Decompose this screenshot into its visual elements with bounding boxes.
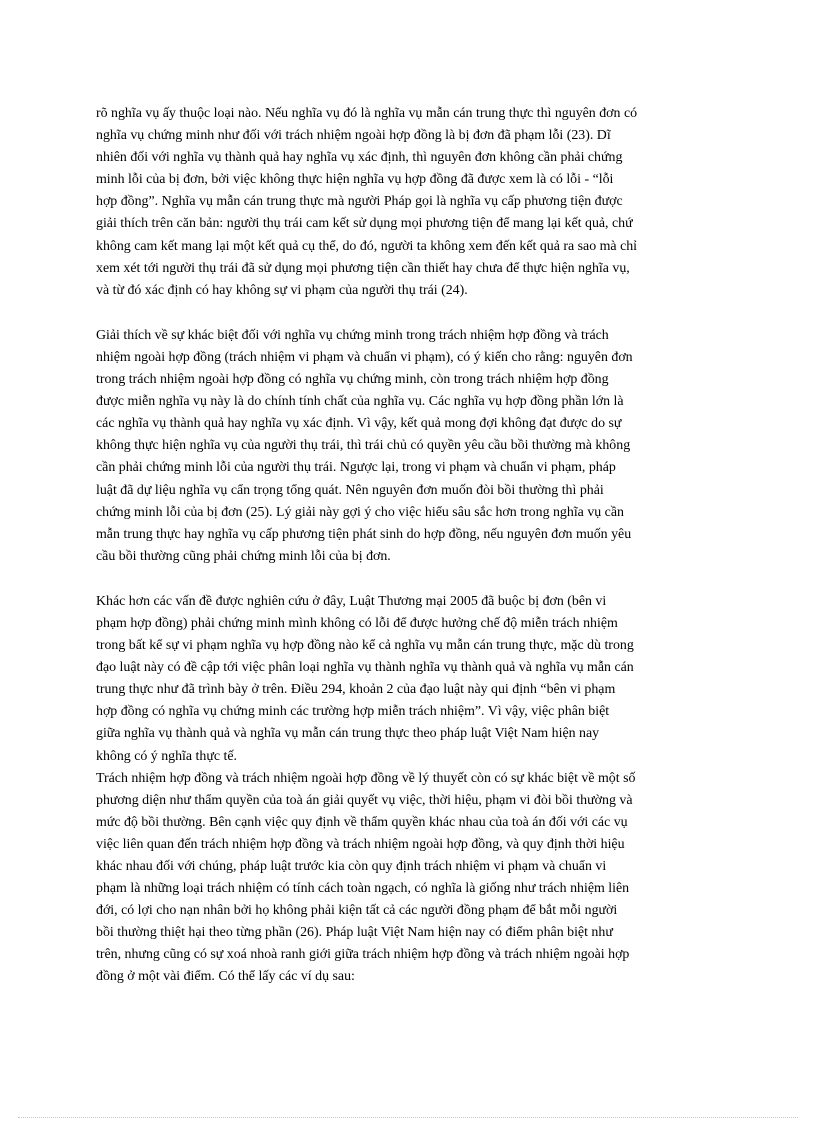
text-line: không thực hiện nghĩa vụ của người thụ trái, thì trái chủ có quyền yêu cầu bồi thường mà không	[96, 438, 631, 454]
text-line: đới, có lợi cho nạn nhân bởi họ không phải kiện tất cả các người đồng phạm để bắt mỗi người	[96, 903, 618, 919]
text-line: giải thích trên căn bản: người thụ trái cam kết sử dụng mọi phương tiện để mang lại kết quả, chứ	[96, 216, 633, 232]
text-line: nghĩa vụ chứng minh như đối với trách nhiệm ngoài hợp đồng là bị đơn đã phạm lỗi (23). Dĩ	[96, 128, 611, 144]
text-line: phạm là những loại trách nhiệm có tính cách toàn ngạch, có nghĩa là giống như trách nhiệm liên	[96, 881, 630, 897]
text-line: trên, nhưng cũng có sự xoá nhoà ranh giới giữa trách nhiệm hợp đồng và trách nhiệm ngoài hợp	[96, 947, 630, 963]
text-line: và từ đó xác định có hay không sự vi phạm của người thụ trái (24).	[96, 282, 468, 298]
text-line: bồi thường thiệt hại theo từng phần (26). Pháp luật Việt Nam hiện nay có điểm phân biệt như	[96, 925, 613, 941]
text-line: khác nhau đối với chúng, pháp luật trước kia còn quy định trách nhiệm vi phạm và chuẩn vi	[96, 859, 607, 874]
text-line: luật đã dự liệu nghĩa vụ cẩn trọng tổng quát. Nên nguyên đơn muốn đòi bồi thường thì phải	[96, 482, 604, 498]
text-line: đạo luật này có đề cập tới việc phân loại nghĩa vụ thành nghĩa vụ thành quả và nghĩa vụ mẫn cán	[96, 660, 634, 676]
text-line: hợp đồng”. Nghĩa vụ mẫn cán trung thực mà người Pháp gọi là nghĩa vụ cấp phương tiện được	[96, 194, 623, 210]
page-bottom-divider	[18, 1117, 798, 1118]
text-line: rõ nghĩa vụ ấy thuộc loại nào. Nếu nghĩa vụ đó là nghĩa vụ mẫn cán trung thực thì nguyên đơn có	[96, 106, 638, 121]
text-line: đồng ở một vài điểm. Có thể lấy các ví dụ sau:	[96, 969, 355, 985]
text-line: mức độ bồi thường. Bên cạnh việc quy định về thẩm quyền khác nhau của toà án đối với các vụ	[96, 814, 628, 830]
text-line: không có ý nghĩa thực tế.	[96, 748, 238, 764]
text-line: việc liên quan đến trách nhiệm hợp đồng và trách nhiệm ngoài hợp đồng, và quy định thời hiệu	[96, 836, 625, 852]
text-line: phạm hợp đồng) phải chứng minh mình không có lỗi để được hưởng chế độ miễn trách nhiệm	[96, 615, 618, 631]
text-line: cầu bồi thường cũng phải chứng minh lỗi của bị đơn.	[96, 548, 391, 564]
text-line: Giải thích về sự khác biệt đối với nghĩa vụ chứng minh trong trách nhiệm hợp đồng và trách	[96, 327, 609, 343]
text-line: hợp đồng có nghĩa vụ chứng minh các trường hợp miễn trách nhiệm”. Vì vậy, việc phân biệt	[96, 704, 610, 720]
text-line: minh lỗi của bị đơn, bởi việc không thực hiện nghĩa vụ hợp đồng đã được xem là có lỗi - “lỗi	[96, 172, 614, 188]
text-line: được miễn nghĩa vụ này là do chính tính chất của nghĩa vụ. Các nghĩa vụ hợp đồng phần lớn là	[96, 394, 624, 410]
text-line: cần phải chứng minh lỗi của người thụ trái. Ngược lại, trong vi phạm và chuẩn vi phạm, pháp	[96, 460, 616, 476]
text-line: giữa nghĩa vụ thành quả và nghĩa vụ mẫn cán trung thực theo pháp luật Việt Nam hiện nay	[96, 726, 600, 742]
text-line: trong trách nhiệm ngoài hợp đồng có nghĩa vụ chứng minh, còn trong trách nhiệm hợp đồng	[96, 372, 609, 388]
text-line: nhiên đối với nghĩa vụ thành quả hay nghĩa vụ xác định, thì nguyên đơn không cần phải chứng	[96, 150, 623, 166]
text-line: phương diện như thẩm quyền của toà án giải quyết vụ việc, thời hiệu, phạm vi đòi bồi thường và	[96, 792, 633, 808]
paragraph-1	[96, 103, 724, 302]
text-line: trung thực như đã trình bày ở trên. Điều 294, khoản 2 của đạo luật này qui định “bên vi phạm	[96, 682, 616, 698]
paragraph-2	[96, 325, 724, 568]
text-line: trong bất kể sự vi phạm nghĩa vụ hợp đồng nào kể cả nghĩa vụ mẫn cán trung thực, mặc dù trong	[96, 638, 634, 654]
text-line: Khác hơn các vấn đề được nghiên cứu ở đây, Luật Thương mại 2005 đã buộc bị đơn (bên vi	[96, 593, 607, 609]
text-line: Trách nhiệm hợp đồng và trách nhiệm ngoài hợp đồng về lý thuyết còn có sự khác biệt về một số	[96, 770, 636, 786]
document-body	[96, 103, 724, 989]
text-line: các nghĩa vụ thành quả hay nghĩa vụ xác định. Vì vậy, kết quả mong đợi không đạt được do sự	[96, 416, 622, 432]
text-line: chứng minh lỗi của bị đơn (25). Lý giải này gợi ý cho việc hiểu sâu sắc hơn trong nghĩa vụ cần	[96, 504, 624, 520]
paragraph-spacer	[96, 302, 724, 325]
text-line: nhiệm ngoài hợp đồng (trách nhiệm vi phạm và chuẩn vi phạm), có ý kiến cho rằng: nguyên đơn	[96, 349, 633, 365]
paragraph-3	[96, 591, 724, 989]
text-line: xem xét tới người thụ trái đã sử dụng mọi phương tiện cần thiết hay chưa để thực hiện nghĩa vụ,	[96, 260, 630, 276]
text-line: không cam kết mang lại một kết quả cụ thể, do đó, người ta không xem đến kết quả ra sao mà chỉ	[96, 238, 638, 254]
text-line: mẫn trung thực hay nghĩa vụ cấp phương tiện phát sinh do hợp đồng, nếu nguyên đơn muốn yêu	[96, 526, 632, 542]
paragraph-spacer	[96, 568, 724, 591]
